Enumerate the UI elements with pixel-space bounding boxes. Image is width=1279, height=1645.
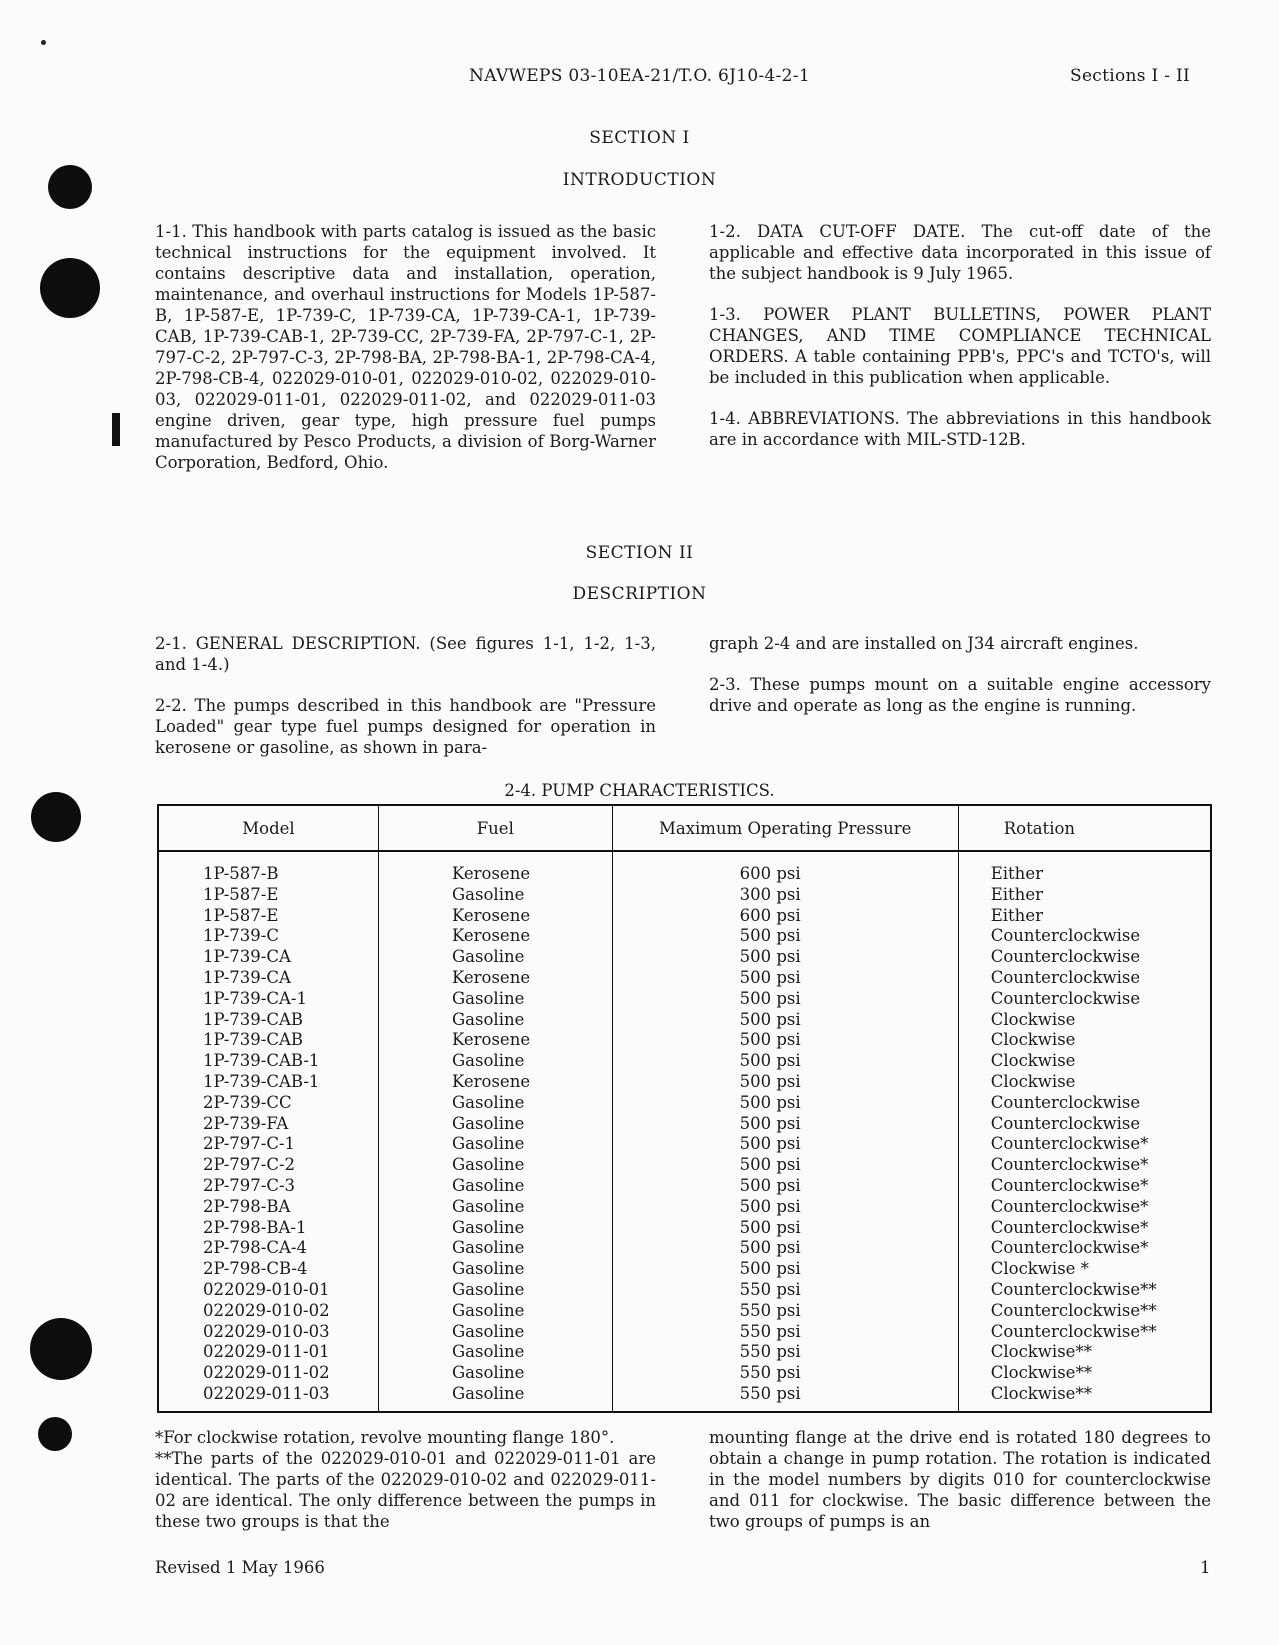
pressure-cell: 500 psi <box>612 1093 958 1114</box>
fuel-cell: Gasoline <box>379 1301 613 1322</box>
footnote-single-star: *For clockwise rotation, revolve mounting flange 180°. <box>155 1428 615 1447</box>
binder-hole <box>30 1318 92 1380</box>
fuel-cell: Kerosene <box>379 1072 613 1093</box>
pressure-cell: 550 psi <box>612 1322 958 1343</box>
paragraph-1-3: 1-3. POWER PLANT BULLETINS, POWER PLANT CHANGES, AND TIME COMPLIANCE TECHNICAL ORDERS. A table containing PPB's, PPC's and TCTO's, will be included in this publication when applicable. <box>709 305 1211 387</box>
rotation-cell: Counterclockwise <box>990 947 1141 967</box>
table-row <box>158 1030 1211 1051</box>
table-row <box>158 1384 1211 1412</box>
section-1-subtitle: INTRODUCTION <box>562 170 717 190</box>
fuel-cell: Kerosene <box>379 1030 613 1051</box>
table-row <box>158 1322 1211 1343</box>
pressure-cell: 500 psi <box>612 1010 958 1031</box>
rotation-cell: Counterclockwise* <box>990 1155 1149 1175</box>
fuel-cell: Gasoline <box>379 1010 613 1031</box>
model-cell: 2P-798-BA-1 <box>158 1218 379 1239</box>
paragraph-1-1: 1-1. This handbook with parts catalog is issued as the basic technical instructions for the equipment involved. It contains descriptive data and installation, operation, maintenance, and overhaul instructions for Models 1P-587-B, 1P-587-E, 1P-739-C, 1P-739-CA, 1P-739-CA-1, 1P-739-CAB, 1P-739-CAB-1, 2P-739-CC, 2P-739-FA, 2P-797-C-1, 2P-797-C-2, 2P-797-C-3, 2P-798-BA, 2P-798-BA-1, 2P-798-CA-4, 2P-798-CB-4, 022029-010-01, 022029-010-02, 022029-010-03, 022029-011-01, 022029-011-02, and 022029-011-03 engine driven, gear type, high pressure fuel pumps manufactured by Pesco Products, a division of Borg-Warner Corporation, Bedford, Ohio. <box>155 222 656 472</box>
table-row <box>158 1280 1211 1301</box>
model-cell: 022029-010-03 <box>158 1322 379 1343</box>
pressure-cell: 500 psi <box>612 968 958 989</box>
fuel-cell: Gasoline <box>379 947 613 968</box>
model-cell: 1P-739-CA <box>158 947 379 968</box>
pressure-cell: 600 psi <box>612 851 958 885</box>
fuel-cell: Gasoline <box>379 1051 613 1072</box>
model-cell: 1P-587-E <box>158 885 379 906</box>
model-cell: 022029-011-01 <box>158 1342 379 1363</box>
table-row <box>158 1010 1211 1031</box>
table-row <box>158 926 1211 947</box>
pressure-cell: 500 psi <box>612 947 958 968</box>
section-2-title: SECTION II <box>585 543 694 563</box>
footnote-double-star: **The parts of the 022029-010-01 and 022029-011-01 are identical. The parts of the 022029-010-02 and 022029-011-02 are identical. The only difference between the pumps in these two groups is that the <box>155 1449 656 1531</box>
table-row <box>158 1218 1211 1239</box>
rotation-cell: Counterclockwise <box>990 988 1141 1008</box>
pressure-cell: 500 psi <box>612 1114 958 1135</box>
table-row <box>158 885 1211 906</box>
pressure-cell: 500 psi <box>612 1072 958 1093</box>
binder-hole <box>38 1417 72 1451</box>
pressure-cell: 550 psi <box>612 1342 958 1363</box>
table-row <box>158 1114 1211 1135</box>
model-cell: 2P-798-CA-4 <box>158 1238 379 1259</box>
pressure-cell: 500 psi <box>612 1030 958 1051</box>
rotation-cell: Counterclockwise* <box>990 1196 1149 1216</box>
section-2-subtitle: DESCRIPTION <box>572 584 707 604</box>
table-row <box>158 1093 1211 1114</box>
column-header-rotation: Rotation <box>958 805 1211 851</box>
model-cell: 022029-010-01 <box>158 1280 379 1301</box>
pressure-cell: 600 psi <box>612 906 958 927</box>
paragraph-2-2: 2-2. The pumps described in this handbook are "Pressure Loaded" gear type fuel pumps designed for operation in kerosene or gasoline, as shown in para- <box>155 696 656 757</box>
fuel-cell: Gasoline <box>379 1093 613 1114</box>
table-row <box>158 1051 1211 1072</box>
column-header-fuel: Fuel <box>379 805 613 851</box>
model-cell: 1P-739-CA-1 <box>158 989 379 1010</box>
fuel-cell: Kerosene <box>379 968 613 989</box>
fuel-cell: Gasoline <box>379 1259 613 1280</box>
table-row <box>158 851 1211 885</box>
fuel-cell: Gasoline <box>379 1176 613 1197</box>
table-row <box>158 1301 1211 1322</box>
pressure-cell: 500 psi <box>612 1197 958 1218</box>
pressure-cell: 500 psi <box>612 1176 958 1197</box>
column-header-model: Model <box>158 805 379 851</box>
document-number: NAVWEPS 03-10EA-21/T.O. 6J10-4-2-1 <box>469 66 810 86</box>
fuel-cell: Gasoline <box>379 1342 613 1363</box>
rotation-cell: Clockwise <box>990 1051 1076 1071</box>
pressure-cell: 500 psi <box>612 989 958 1010</box>
rotation-cell: Clockwise** <box>990 1383 1092 1403</box>
binder-hole <box>40 258 100 318</box>
rotation-cell: Counterclockwise <box>990 967 1141 987</box>
notes-right-column <box>709 1427 1211 1532</box>
paragraph-1-4: 1-4. ABBREVIATIONS. The abbreviations in this handbook are in accordance with MIL-STD-12B. <box>709 409 1211 449</box>
rotation-cell: Clockwise * <box>990 1259 1089 1279</box>
table-row <box>158 1072 1211 1093</box>
section-1-left-column <box>155 221 656 493</box>
rotation-cell: Clockwise <box>990 1009 1076 1029</box>
pressure-cell: 500 psi <box>612 926 958 947</box>
model-cell: 1P-739-C <box>158 926 379 947</box>
fuel-cell: Gasoline <box>379 1363 613 1384</box>
fuel-cell: Gasoline <box>379 1238 613 1259</box>
fuel-cell: Gasoline <box>379 1384 613 1412</box>
notes-left-column <box>155 1427 656 1532</box>
pressure-cell: 550 psi <box>612 1384 958 1412</box>
fuel-cell: Kerosene <box>379 926 613 947</box>
rotation-cell: Counterclockwise* <box>990 1238 1149 1258</box>
fuel-cell: Gasoline <box>379 1155 613 1176</box>
model-cell: 1P-739-CAB <box>158 1010 379 1031</box>
fuel-cell: Gasoline <box>379 1280 613 1301</box>
rotation-cell: Clockwise <box>990 1071 1076 1091</box>
pressure-cell: 500 psi <box>612 1155 958 1176</box>
rotation-cell: Counterclockwise* <box>990 1134 1149 1154</box>
table-row <box>158 1259 1211 1280</box>
table-row <box>158 1197 1211 1218</box>
fuel-cell: Gasoline <box>379 1218 613 1239</box>
column-header-pressure: Maximum Operating Pressure <box>612 805 958 851</box>
rotation-cell: Counterclockwise* <box>990 1175 1149 1195</box>
model-cell: 1P-587-E <box>158 906 379 927</box>
rotation-cell: Counterclockwise <box>990 1092 1141 1112</box>
table-row <box>158 1155 1211 1176</box>
paragraph-1-2: 1-2. DATA CUT-OFF DATE. The cut-off date of the applicable and effective data incorporated in this issue of the subject handbook is 9 July 1965. <box>709 222 1211 283</box>
model-cell: 2P-739-FA <box>158 1114 379 1135</box>
model-cell: 1P-739-CAB-1 <box>158 1051 379 1072</box>
rotation-cell: Counterclockwise** <box>990 1321 1157 1341</box>
pressure-cell: 500 psi <box>612 1218 958 1239</box>
table-row <box>158 947 1211 968</box>
fuel-cell: Kerosene <box>379 906 613 927</box>
pressure-cell: 500 psi <box>612 1051 958 1072</box>
fuel-cell: Gasoline <box>379 1134 613 1155</box>
fuel-cell: Gasoline <box>379 1322 613 1343</box>
fuel-cell: Gasoline <box>379 1114 613 1135</box>
pressure-cell: 300 psi <box>612 885 958 906</box>
pressure-cell: 550 psi <box>612 1280 958 1301</box>
table-row <box>158 1363 1211 1384</box>
model-cell: 022029-011-02 <box>158 1363 379 1384</box>
table-row <box>158 1342 1211 1363</box>
table-row <box>158 1238 1211 1259</box>
rotation-cell: Clockwise** <box>990 1363 1092 1383</box>
notes-continued: mounting flange at the drive end is rotated 180 degrees to obtain a change in pump rotation. The rotation is indicated in the model numbers by digits 010 for counterclockwise and 011 for clockwise. The basic difference between the two groups of pumps is an <box>709 1428 1211 1531</box>
pressure-cell: 550 psi <box>612 1301 958 1322</box>
pressure-cell: 500 psi <box>612 1238 958 1259</box>
section-2-left-column <box>155 633 656 778</box>
pressure-cell: 500 psi <box>612 1259 958 1280</box>
rotation-cell: Clockwise** <box>990 1342 1092 1362</box>
model-cell: 1P-739-CA <box>158 968 379 989</box>
table-row <box>158 968 1211 989</box>
pump-characteristics-table <box>157 804 1212 1413</box>
model-cell: 2P-797-C-2 <box>158 1155 379 1176</box>
fuel-cell: Kerosene <box>379 851 613 885</box>
margin-dot <box>41 40 46 45</box>
model-cell: 1P-739-CAB <box>158 1030 379 1051</box>
rotation-cell: Either <box>990 905 1043 925</box>
paragraph-2-1: 2-1. GENERAL DESCRIPTION. (See figures 1-1, 1-2, 1-3, and 1-4.) <box>155 634 656 674</box>
rotation-cell: Either <box>990 884 1043 904</box>
pressure-cell: 550 psi <box>612 1363 958 1384</box>
pressure-cell: 500 psi <box>612 1134 958 1155</box>
model-cell: 2P-739-CC <box>158 1093 379 1114</box>
revision-date: Revised 1 May 1966 <box>155 1558 325 1577</box>
model-cell: 2P-798-BA <box>158 1197 379 1218</box>
rotation-cell: Clockwise <box>990 1030 1076 1050</box>
rotation-cell: Counterclockwise** <box>990 1300 1157 1320</box>
section-1-right-column <box>709 221 1211 470</box>
rotation-cell: Counterclockwise <box>990 926 1141 946</box>
table-body <box>158 851 1211 1412</box>
model-cell: 2P-798-CB-4 <box>158 1259 379 1280</box>
table-row <box>158 906 1211 927</box>
table-row <box>158 1176 1211 1197</box>
table-row <box>158 989 1211 1010</box>
rotation-cell: Counterclockwise** <box>990 1279 1157 1299</box>
paragraph-2-3: 2-3. These pumps mount on a suitable engine accessory drive and operate as long as the engine is running. <box>709 675 1211 715</box>
rotation-cell: Either <box>990 864 1043 883</box>
model-cell: 2P-797-C-1 <box>158 1134 379 1155</box>
model-cell: 1P-739-CAB-1 <box>158 1072 379 1093</box>
sections-label: Sections I - II <box>1070 66 1191 86</box>
fuel-cell: Gasoline <box>379 989 613 1010</box>
model-cell: 1P-587-B <box>158 851 379 885</box>
model-cell: 022029-010-02 <box>158 1301 379 1322</box>
rotation-cell: Counterclockwise* <box>990 1217 1149 1237</box>
page-number: 1 <box>1200 1558 1211 1577</box>
model-cell: 2P-797-C-3 <box>158 1176 379 1197</box>
fuel-cell: Gasoline <box>379 1197 613 1218</box>
section-1-title: SECTION I <box>589 128 690 148</box>
margin-mark <box>112 413 120 446</box>
table-caption: 2-4. PUMP CHARACTERISTICS. <box>504 781 775 800</box>
section-2-right-column <box>709 633 1211 736</box>
rotation-cell: Counterclockwise <box>990 1113 1141 1133</box>
paragraph-2-2-continued: graph 2-4 and are installed on J34 aircraft engines. <box>709 634 1139 653</box>
table-row <box>158 1134 1211 1155</box>
model-cell: 022029-011-03 <box>158 1384 379 1412</box>
fuel-cell: Gasoline <box>379 885 613 906</box>
